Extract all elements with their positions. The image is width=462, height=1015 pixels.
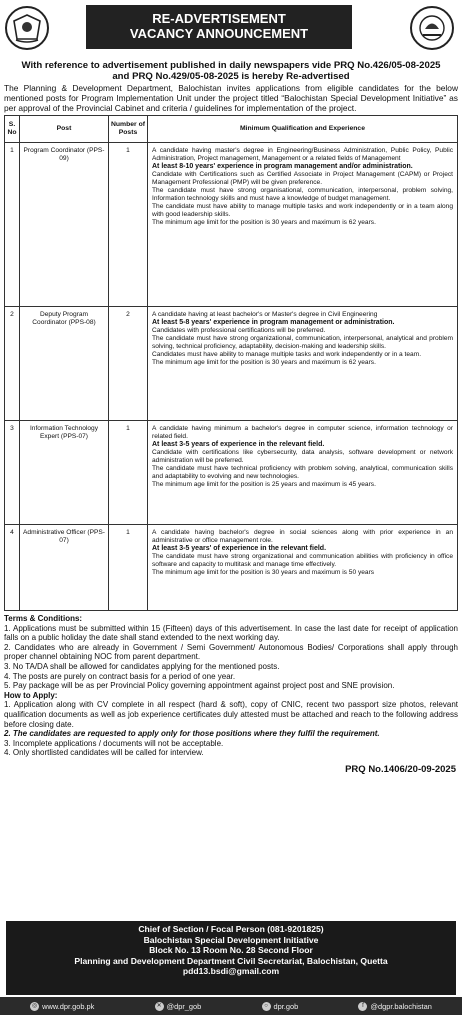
vacancy-table	[4, 115, 458, 611]
row-sno: 2	[5, 307, 20, 421]
terms-heading: Terms & Conditions:	[4, 614, 83, 623]
title-vacancy: VACANCY ANNOUNCEMENT	[129, 26, 309, 41]
row-qualification	[148, 421, 458, 525]
website-label: www.dpr.gob.pk	[42, 1001, 95, 1011]
contact-footer	[6, 921, 456, 995]
row-sno: 4	[5, 525, 20, 611]
contact-line: Chief of Section / Focal Person (081-9201825)	[138, 924, 324, 934]
header	[0, 0, 462, 58]
twitter-link[interactable]	[155, 1002, 202, 1011]
apply-item: 1. Application along with CV complete in all respect (hard & soft), copy of CNIC, recent two passport size photos, relevant qualification documents as well as job experience certificates duly attested must be attached and reach to the following address before closing date.	[4, 700, 458, 729]
table-row	[5, 525, 458, 611]
qual-text: Candidate with certifications like cybersecurity, data analysis, software development or network administration will be preferred.	[152, 449, 453, 464]
qual-text: The minimum age limit for the position is 30 years and maximum is 62 years.	[152, 359, 376, 366]
terms-item: 5. Pay package will be as per Provincial Policy governing appointment against project post and SNE provision.	[4, 681, 395, 691]
qual-experience: At least 3-5 years of experience in the relevant field.	[152, 441, 325, 448]
apply-item: 3. Incomplete applications / documents will not be acceptable.	[4, 738, 224, 748]
terms-section	[0, 614, 462, 758]
row-sno: 1	[5, 143, 20, 307]
header-num-posts: Number of Posts	[109, 116, 148, 143]
website-link[interactable]	[30, 1002, 94, 1011]
row-sno: 3	[5, 421, 20, 525]
qual-text: Candidates must have ability to manage multiple tasks and work independently or in a team.	[152, 351, 422, 358]
apply-item: 4. Only shortlisted candidates will be called for interview.	[4, 748, 204, 758]
qual-text: The minimum age limit for the position is 25 years and maximum is 45 years.	[152, 481, 376, 488]
instagram-label: dpr.gob	[273, 1001, 299, 1011]
row-num: 2	[109, 307, 148, 421]
qual-text: The candidate must have strong organisational, communication, interpersonal, problem solving, Information technology skills and must have a knowledge of budget management.	[152, 187, 453, 202]
instagram-link[interactable]	[262, 1002, 299, 1011]
table-row	[5, 143, 458, 307]
title-readvertisement: RE-ADVERTISEMENT	[152, 11, 286, 26]
instagram-icon: ○	[262, 1002, 271, 1011]
qual-experience: At least 8-10 years' experience in program management and/or administration.	[152, 163, 413, 170]
reference-text	[0, 60, 462, 82]
title-box	[86, 5, 352, 49]
qual-text: A candidate having bachelor's degree in social sciences along with prior experience in an administrative or office management role.	[152, 529, 453, 544]
qual-text: Candidates with professional certifications will be preferred.	[152, 327, 326, 334]
qual-experience: At least 3-5 years' of experience in the relevant field.	[152, 545, 327, 552]
qual-experience: At least 5-8 years' experience in program management or administration.	[152, 319, 395, 326]
department-seal-icon	[410, 6, 454, 50]
contact-email[interactable]: pdd13.bsdi@gmail.com	[182, 966, 280, 977]
qual-text: A candidate having master's degree in Engineering/Business Administration, Public Policy, Public Administration, Project management, Management or a related fields of Management	[152, 147, 453, 162]
qual-text: The candidate must have strong organizational, communication, interpersonal, analytical and problem solving, technical proficiency, adaptability, decision-making and leadership skills.	[152, 335, 453, 350]
row-num: 1	[109, 421, 148, 525]
table-row	[5, 421, 458, 525]
globe-icon: ◎	[32, 1002, 38, 1009]
header-post: Post	[20, 116, 109, 143]
row-qualification	[148, 143, 458, 307]
row-post: Deputy Program Coordinator (PPS-08)	[20, 307, 109, 421]
qual-text: The candidate must have technical proficiency with problem solving, analytical, communication skills and adaptability to evolving and new technologies.	[152, 465, 453, 480]
qual-text: A candidate having at least bachelor's or Master's degree in Civil Engineering	[152, 311, 378, 318]
qual-text: The minimum age limit for the position is 30 years and maximum is 50 years	[152, 569, 375, 576]
row-num: 1	[109, 525, 148, 611]
row-qualification	[148, 525, 458, 611]
facebook-link[interactable]	[358, 1002, 431, 1011]
government-crest-icon	[5, 6, 49, 50]
apply-heading: How to Apply:	[4, 690, 58, 700]
prq-number: PRQ No.1406/20-09-2025	[345, 763, 456, 775]
terms-item: 3. No TA/DA shall be allowed for candidates applying for the mentioned posts.	[4, 661, 280, 671]
terms-item: 2. Candidates who are already in Government / Semi Government/ Autonomous Bodies/ Corporations shall apply through proper channel obtaining NOC from parent department.	[4, 642, 458, 662]
qual-text: The minimum age limit for the position is 30 years and maximum is 62 years.	[152, 219, 376, 226]
facebook-icon: f	[358, 1002, 367, 1011]
row-num: 1	[109, 143, 148, 307]
reference-line-1: With reference to advertisement published in daily newspapers vide PRQ No.426/05-08-2025	[21, 60, 441, 71]
twitter-label: @dpr_gob	[166, 1001, 202, 1011]
qual-text: A candidate having minimum a bachelor's degree in computer science, information technology or related field.	[152, 425, 453, 440]
contact-line: Planning and Development Department Civil Secretariat, Balochistan, Quetta	[74, 955, 388, 966]
contact-line: Balochistan Special Development Initiative	[143, 934, 319, 945]
reference-line-2: and PRQ No.429/05-08-2025 is hereby Re-advertised	[112, 71, 350, 82]
intro-paragraph: The Planning & Development Department, Balochistan invites applications from eligible candidates for the below mentioned posts for Program Implementation Unit under the project titled “Balochistan Special Development Initiative” as per approval of the Provincial Cabinet and criteria / guidelines for implementation of the project.	[4, 83, 458, 113]
header-qualification: Minimum Qualification and Experience	[148, 116, 458, 143]
row-qualification	[148, 307, 458, 421]
twitter-icon: ✕	[156, 1002, 162, 1009]
social-bar	[0, 997, 462, 1015]
table-row	[5, 307, 458, 421]
apply-item-emphasis: 2. The candidates are requested to apply only for those positions where they fulfil the requirement.	[4, 729, 380, 739]
table-header-row	[5, 116, 458, 143]
row-post: Program Coordinator (PPS-09)	[20, 143, 109, 307]
contact-line: Block No. 13 Room No. 28 Second Floor	[149, 945, 313, 956]
qual-text: The candidate must have strong organizational and communication abilities with proficiency in office software and capacity to multitask and manage time effectively.	[152, 553, 453, 568]
header-sno: S. No	[5, 116, 20, 143]
qual-text: Candidate with Certifications such as Certified Associate in Project Management (CAPM) or Project Management Professional (PMP) will be given preference.	[152, 171, 453, 186]
terms-item: 4. The posts are purely on contract basis for a period of one year.	[4, 671, 236, 681]
qual-text: The candidate must have ability to manage multiple tasks and work independently or in a team along with good leadership skills.	[152, 203, 453, 218]
row-post: Administrative Officer (PPS-07)	[20, 525, 109, 611]
facebook-label: @dgpr.balochistan	[370, 1001, 432, 1011]
terms-item: 1. Applications must be submitted within 15 (Fifteen) days of this advertisement. In case the last date for receipt of application falls on a public holiday the date shall stand extended to the next working day.	[4, 623, 458, 643]
row-post: Information Technology Expert (PPS-07)	[20, 421, 109, 525]
